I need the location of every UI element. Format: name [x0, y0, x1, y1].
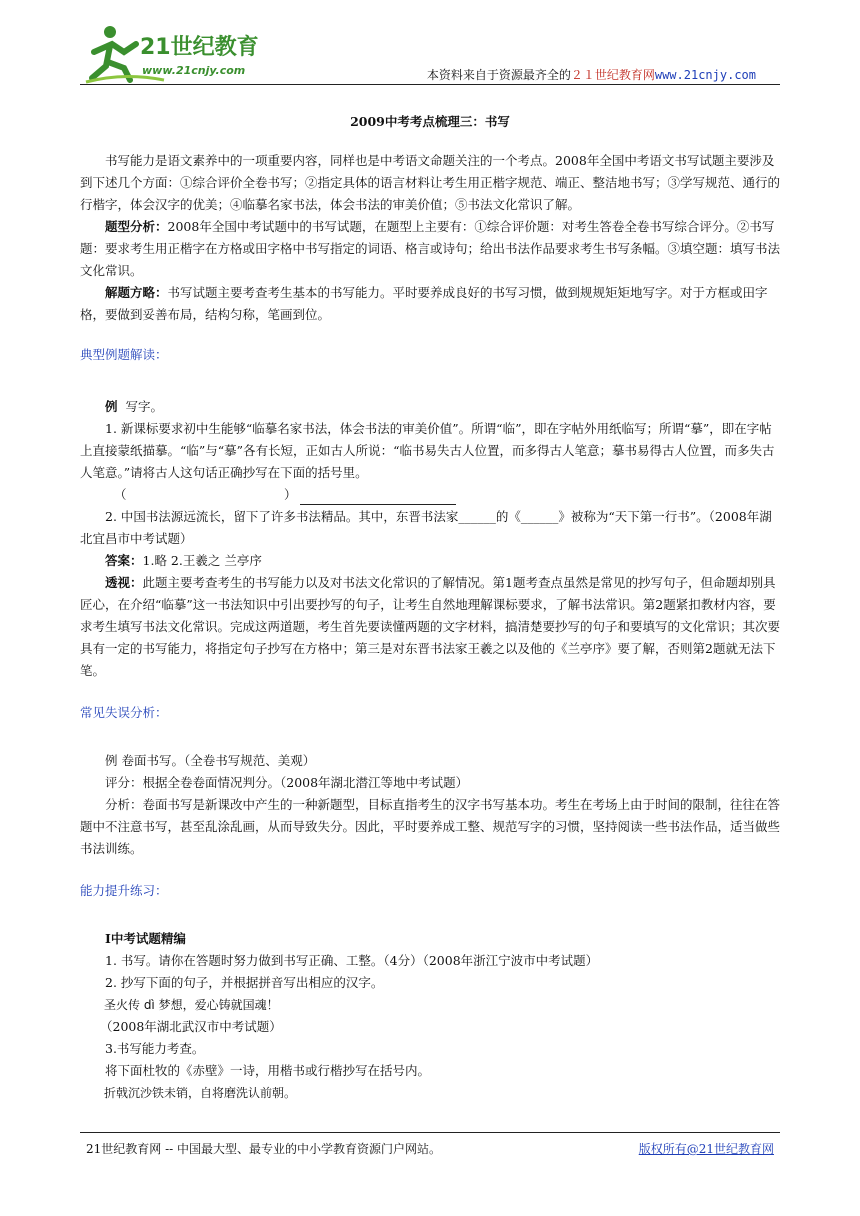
header-brand: ２１世纪教育网	[570, 68, 655, 82]
mistake-scoring: 评分：根据全卷卷面情况判分。（2008年湖北潜江等地中考试题）	[105, 775, 469, 790]
intro-paragraph: 书写能力是语文素养中的一项重要内容，同样也是中考语文命题关注的一个考点。2008年全国中考语文书写试题主要涉及到下述几个方面：①综合评价全卷书写；②指定具体的语言材料让考生用正楷字规范、端正、整洁地书写；③学写规范、通行的行楷字，体会汉字的优美；④临摹名家书法，体会书法的审美价值；⑤书法文化常识了解。	[80, 153, 781, 212]
header-url[interactable]: www.21cnjy.com	[654, 68, 756, 82]
header-divider	[80, 84, 780, 85]
insight-paragraph: 透视：此题主要考查考生的书写能力以及对书法文化常识的了解情况。第1题考查点虽然是常见的抄写句子，但命题却别具匠心，在介绍“临摹”这一书法知识中引出要抄写的句子，让考生自然地理解课标要求，了解书法常识。第2题紧扣教材内容，要求考生填写书法文化常识。完成这两道题，考生首先要读懂两题的文字材料，搞清楚要抄写的句子和要填写的文化常识；其次要具有一定的书写能力，将指定句子抄写在方格中；第三是对东晋书法家王羲之以及他的《兰亭序》要了解，否则第2题就无法下笔。	[80, 575, 781, 678]
practice-question-3: 3.书写能力考查。	[105, 1041, 205, 1056]
logo-url: www.21cnjy.com	[142, 64, 246, 77]
example-question-1: 1. 新课标要求初中生能够“临摹名家书法，体会书法的审美价值”。所谓“临”，即在字帖外用纸临写；所谓“摹”，即在字帖上直接蒙纸描摹。“临”与“摹”各有长短，正如古人所说：“临书易失古人位置，而多得古人笔意；摹书易得古人位置，而多失古人笔意。”请将古人这句话正确抄写在下面的括号里。	[80, 421, 775, 480]
page-title: 2009中考考点梳理三：书写	[350, 114, 510, 129]
practice-sentence: 圣火传 dì 梦想，爱心铸就国魂！	[104, 998, 279, 1012]
footer-divider	[80, 1132, 780, 1133]
practice-poem: 折戟沉沙铁未销，自将磨洗认前朝。	[104, 1086, 297, 1100]
example-heading: 例 写字。	[105, 399, 163, 414]
answer-line: 答案：1.略 2.王羲之 兰亭序	[105, 553, 262, 568]
method-paragraph: 解题方略：书写试题主要考查考生基本的书写能力。平时要养成良好的书写习惯，做到规规矩矩地写字。对于方框或田字格，要做到妥善布局，结构匀称，笔画到位。	[80, 285, 768, 322]
site-logo	[84, 22, 284, 86]
footer-text: 21世纪教育网 -- 中国最大型、最专业的中小学教育资源门户网站。	[86, 1142, 442, 1156]
copy-answer-row: （ ）	[80, 484, 780, 506]
mistake-analysis: 分析：卷面书写是新课改中产生的一种新题型，目标直指考生的汉字书写基本功。考生在考场上由于时间的限制，往往在答题中不注意书写，甚至乱涂乱画，从而导致失分。因此，平时要养成工整、规范写字的习惯，坚持阅读一些书法作品，适当做些书法训练。	[80, 797, 781, 856]
practice-instruction: 将下面杜牧的《赤壁》一诗，用楷书或行楷抄写在括号内。	[105, 1063, 431, 1078]
section-heading-mistakes: 常见失误分析：	[80, 705, 168, 720]
section-heading-examples: 典型例题解读：	[80, 347, 168, 362]
logo-text: 21世纪教育	[140, 35, 259, 60]
analysis-paragraph: 题型分析：2008年全国中考试题中的书写试题，在题型上主要有：①综合评价题：对考生答卷全卷书写综合评分。②书写题：要求考生用正楷字在方格或田字格中书写指定的词语、格言或诗句；给出书法作品要求考生书写条幅。③填空题：填写书法文化常识。	[80, 219, 781, 278]
document-body	[80, 150, 780, 1104]
header-note: 本资料来自于资源最齐全的２１世纪教育网www.21cnjy.com	[426, 68, 756, 82]
practice-question-2: 2. 抄写下面的句子，并根据拼音写出相应的汉字。	[105, 975, 384, 990]
footer-copyright-link[interactable]: 版权所有@21世纪教育网	[638, 1142, 774, 1156]
practice-question-1: 1. 书写。请你在答题时努力做到书写正确、工整。（4分）（2008年浙江宁波市中考试题）	[105, 953, 599, 968]
practice-subheading: Ⅰ中考试题精编	[105, 931, 186, 946]
example-question-2: 2. 中国书法源远流长，留下了许多书法精品。其中，东晋书法家______的《______》被称为“天下第一行书”。（2008年湖北宜昌市中考试题）	[80, 509, 772, 546]
answer-underline[interactable]	[300, 504, 456, 505]
section-heading-practice: 能力提升练习：	[80, 883, 168, 898]
mistake-example: 例 卷面书写。（全卷书写规范、美观）	[105, 753, 316, 768]
practice-source: （2008年湖北武汉市中考试题）	[100, 1019, 282, 1034]
